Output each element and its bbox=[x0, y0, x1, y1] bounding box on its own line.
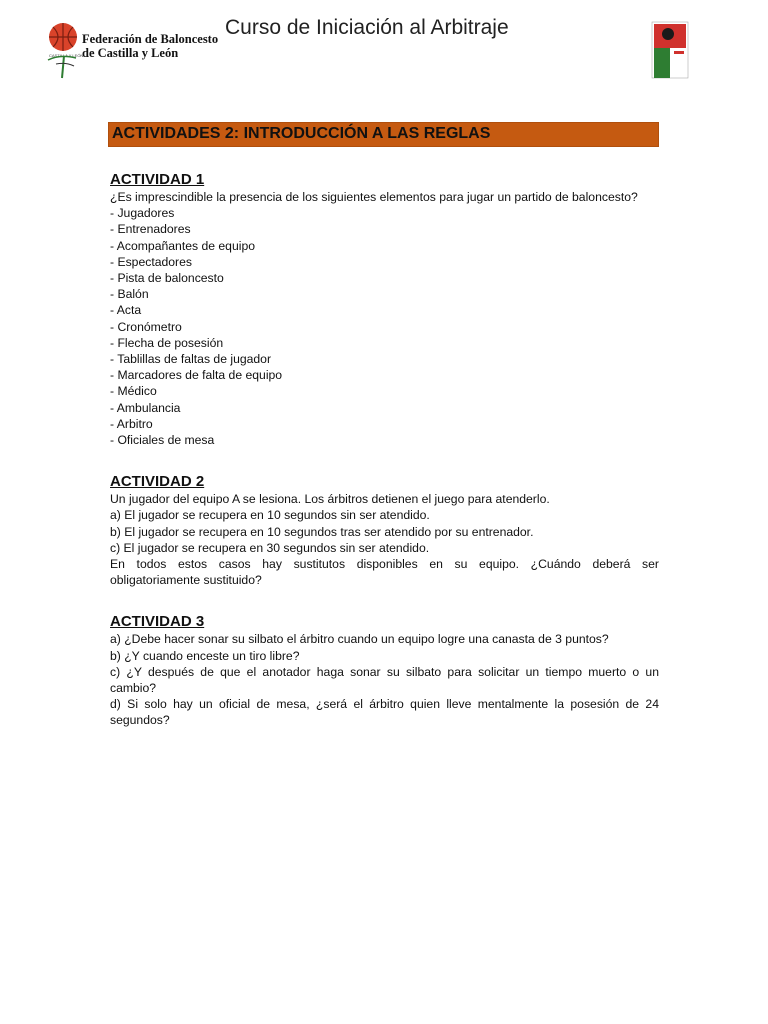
activity-2-option-b: b) El jugador se recupera en 10 segundos tras ser atendido por su entrenador. bbox=[110, 524, 534, 539]
federation-name-line1: Federación de Baloncesto bbox=[82, 32, 219, 46]
activity-1-item: - Cronómetro bbox=[110, 319, 182, 334]
activity-1-list bbox=[110, 205, 659, 448]
activity-2-title: ACTIVIDAD 2 bbox=[110, 473, 205, 491]
activity-2-option-a: a) El jugador se recupera en 10 segundos sin ser atendido. bbox=[110, 508, 430, 523]
activity-3-question-a: a) ¿Debe hacer sonar su silbato el árbitro cuando un equipo logre una canasta de 3 puntos? bbox=[110, 632, 609, 647]
activity-2-option-c: c) El jugador se recupera en 30 segundos sin ser atendido. bbox=[110, 540, 430, 555]
activity-2-question-line1: En todos estos casos hay sustitutos disponibles en su equipo. ¿Cuándo deberá ser bbox=[110, 557, 659, 572]
section-banner bbox=[108, 122, 659, 147]
activity-1-item: - Tablillas de faltas de jugador bbox=[110, 352, 272, 367]
activity-1-item: - Marcadores de falta de equipo bbox=[110, 368, 283, 383]
activity-2 bbox=[110, 472, 659, 588]
swoosh-icon bbox=[46, 50, 86, 80]
federation-name bbox=[82, 32, 218, 60]
page-header bbox=[0, 0, 768, 90]
basketball-icon bbox=[48, 22, 78, 52]
activity-3-question-d-line1: d) Si solo hay un oficial de mesa, ¿será el árbitro quien lleve mentalmente la posesión de 24 bbox=[110, 697, 659, 712]
activity-2-intro: Un jugador del equipo A se lesiona. Los árbitros detienen el juego para atenderlo. bbox=[110, 492, 550, 507]
activity-1-item: - Arbitro bbox=[110, 416, 153, 431]
activity-1-item: - Médico bbox=[110, 384, 157, 399]
federation-name-line2: de Castilla y León bbox=[82, 46, 179, 60]
logo-caption: CASTILLA Y LEÓN bbox=[49, 53, 84, 58]
activity-1-title: ACTIVIDAD 1 bbox=[110, 171, 205, 188]
activity-1-item: - Balón bbox=[110, 287, 149, 302]
activity-3 bbox=[110, 612, 659, 728]
activity-1-item: - Ambulancia bbox=[110, 400, 181, 415]
activity-3-question-c-line2: cambio? bbox=[110, 681, 157, 696]
activity-3-question-d-line2: segundos? bbox=[110, 713, 170, 728]
federation-logo bbox=[46, 20, 219, 80]
banner-title: ACTIVIDADES 2: INTRODUCCIÓN A LAS REGLAS bbox=[112, 125, 491, 143]
activity-1-item: - Espectadores bbox=[110, 254, 192, 269]
activity-3-title: ACTIVIDAD 3 bbox=[110, 613, 205, 631]
castilla-leon-logo bbox=[650, 20, 690, 80]
activity-1-item: - Pista de baloncesto bbox=[110, 271, 224, 286]
activity-3-question-c-line1: c) ¿Y después de que el anotador haga sonar su silbato para solicitar un tiempo muerto o un bbox=[110, 664, 659, 679]
activity-3-question-b: b) ¿Y cuando enceste un tiro libre? bbox=[110, 648, 300, 663]
activity-1-item: - Oficiales de mesa bbox=[110, 433, 215, 448]
activity-1-item: - Jugadores bbox=[110, 206, 175, 221]
document-header-title: Curso de Iniciación al Arbitraje bbox=[225, 16, 509, 39]
activity-1 bbox=[110, 170, 659, 448]
activity-1-item: - Acompañantes de equipo bbox=[110, 238, 255, 253]
document-body bbox=[110, 122, 659, 729]
activity-1-item: - Flecha de posesión bbox=[110, 335, 224, 350]
activity-1-item: - Acta bbox=[110, 303, 142, 318]
activity-2-question-line2: obligatoriamente sustituido? bbox=[110, 573, 262, 588]
activity-1-question: ¿Es imprescindible la presencia de los siguientes elementos para jugar un partido de baloncesto? bbox=[110, 190, 638, 204]
activity-1-item: - Entrenadores bbox=[110, 222, 191, 237]
